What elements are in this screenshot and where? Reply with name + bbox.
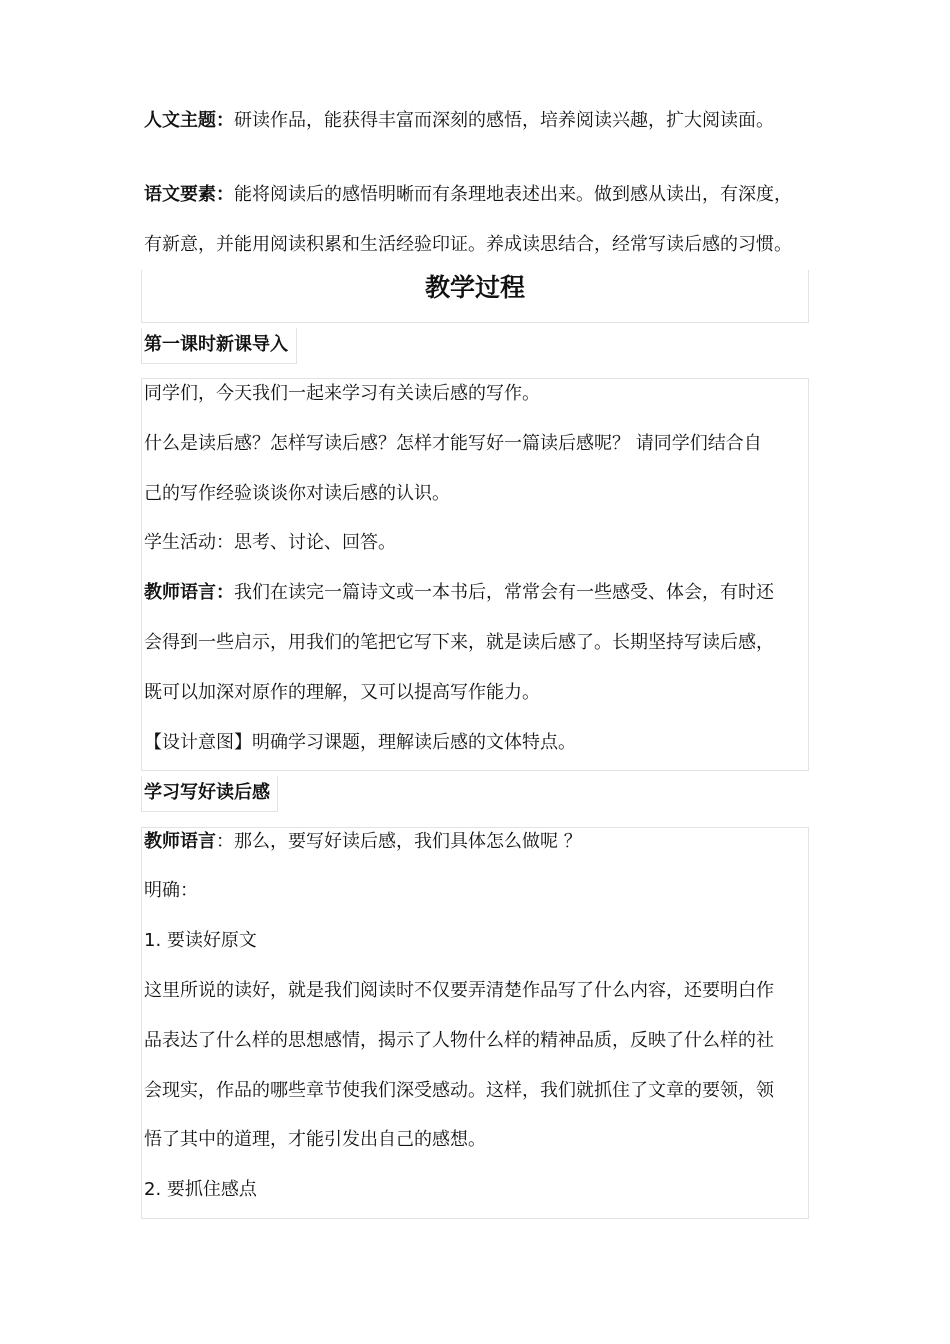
chinese-elements-line-1 — [144, 181, 792, 209]
section1-p4c: 既可以加深对原作的理解，又可以提高写作能力。 — [144, 682, 540, 703]
section1-p1: 同学们，今天我们一起来学习有关读后感的写作。 — [144, 383, 540, 404]
section2-text4: 悟了其中的道理，才能引发出自己的感想。 — [144, 1129, 486, 1150]
humanistic-theme-line — [144, 107, 774, 135]
section2-heading: 学习写好读后感 — [144, 782, 270, 803]
section1-p4a: 我们在读完一篇诗文或一本书后，常常会有一些感受、体会，有时还 — [234, 582, 774, 603]
chinese-elements-line-2: 有新意，并能用阅读积累和生活经验印证。养成读思结合，经常写读后感的习惯。 — [144, 234, 792, 255]
section2-text2: 品表达了什么样的思想感情，揭示了人物什么样的精神品质，反映了什么样的社 — [144, 1030, 774, 1051]
section1-design-intent: 【设计意图】明确学习课题，理解读后感的文体特点。 — [144, 732, 576, 753]
teacher-label: 教师语言： — [144, 582, 234, 603]
section2-text1: 这里所说的读好，就是我们阅读时不仅要弄清楚作品写了什么内容，还要明白作 — [144, 980, 774, 1001]
chinese-elements-text-1: 能将阅读后的感悟明晰而有条理地表述出来。做到感从读出，有深度， — [234, 184, 792, 205]
section2-question-line — [144, 828, 582, 856]
section2-body-box — [141, 827, 809, 1219]
section2-teacher-label: 教师语言 — [144, 831, 216, 852]
section1-p3: 学生活动：思考、讨论、回答。 — [144, 532, 396, 553]
section1-p4b: 会得到一些启示，用我们的笔把它写下来，就是读后感了。长期坚持写读后感， — [144, 632, 774, 653]
section1-p2b: 己的写作经验谈谈你对读后感的认识。 — [144, 483, 450, 504]
section1-heading: 第一课时新课导入 — [144, 334, 288, 355]
section2-text3: 会现实，作品的哪些章节使我们深受感动。这样，我们就抓住了文章的要领，领 — [144, 1080, 774, 1101]
section1-p4a-line — [144, 579, 774, 607]
section2-question: ：那么，要写好读后感，我们具体怎么做呢 ？ — [216, 831, 582, 852]
section2-clarify: 明确： — [144, 880, 198, 901]
humanistic-theme-label: 人文主题： — [144, 110, 234, 131]
chinese-elements-label: 语文要素： — [144, 184, 234, 205]
section2-item2: 2. 要抓住感点 — [144, 1179, 257, 1200]
section1-p2a: 什么是读后感？怎样写读后感？怎样才能写好一篇读后感呢？ 请同学们结合自 — [144, 433, 762, 454]
section2-item1: 1. 要读好原文 — [144, 930, 257, 951]
section-title: 教学过程 — [424, 273, 525, 302]
humanistic-theme-text: 研读作品，能获得丰富而深刻的感悟，培养阅读兴趣，扩大阅读面。 — [234, 110, 774, 131]
